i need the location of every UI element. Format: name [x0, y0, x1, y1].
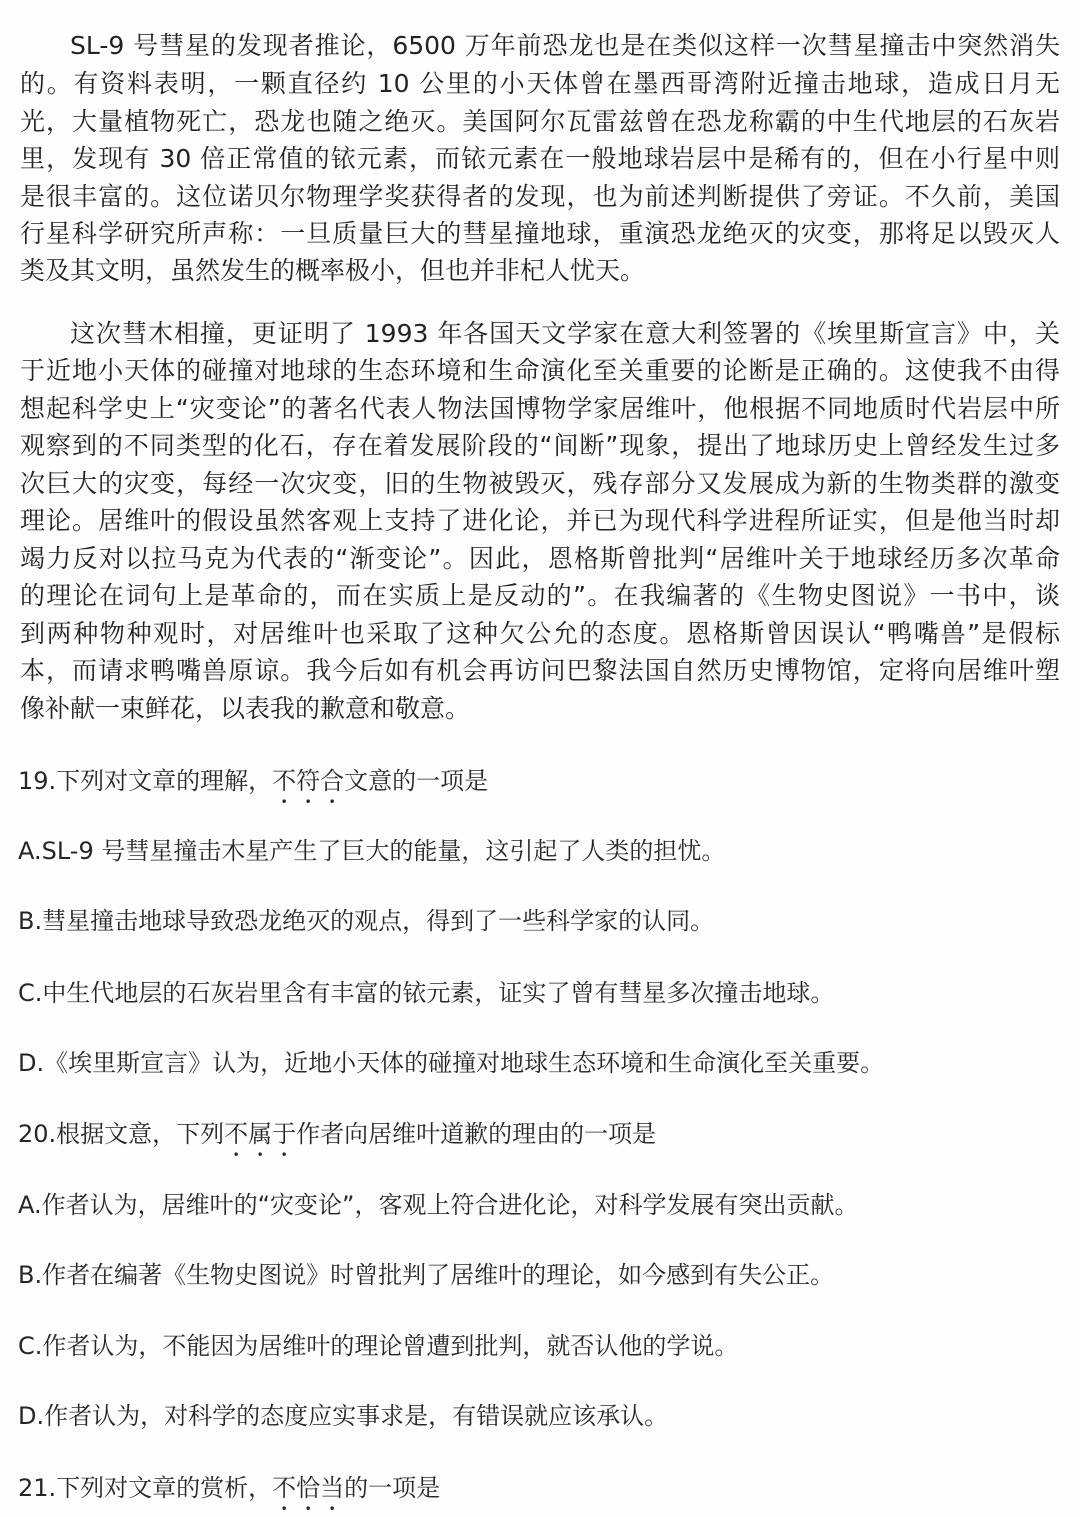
answer-option: A.SL-9 号彗星撞击木星产生了巨大的能量，这引起了人类的担忧。: [18, 837, 726, 865]
paragraph-2-line: 理论。居维叶的假设虽然客观上支持了进化论，并已为现代科学进程所证实，但是他当时却: [20, 506, 1060, 535]
answer-option: B.彗星撞击地球导致恐龙绝灭的观点，得到了一些科学家的认同。: [18, 907, 715, 935]
paragraph-2-line: 想起科学史上“灾变论”的著名代表人物法国博物学家居维叶，他根据不同地质时代岩层中所: [20, 394, 1060, 423]
paragraph-2-line: 观察到的不同类型的化石，存在着发展阶段的“间断”现象，提出了地球历史上曾经发生过多: [20, 431, 1060, 460]
paragraph-2-line: 到两种物种观时，对居维叶也采取了这种欠公允的态度。恩格斯曾因误认“鸭嘴兽”是假标: [20, 619, 1060, 648]
paragraph-2-line: 次巨大的灾变，每经一次灾变，旧的生物被毁灭，残存部分又发展成为新的生物类群的激变: [20, 469, 1060, 498]
question-stem: [18, 1473, 440, 1516]
paragraph-2-line: 竭力反对以拉马克为代表的“渐变论”。因此，恩格斯曾批判“居维叶关于地球经历多次革命: [20, 544, 1060, 573]
answer-option: D.作者认为，对科学的态度应实事求是，有错误就应该承认。: [18, 1402, 669, 1430]
question-stem: [18, 1119, 656, 1162]
emphasized-keyword: 不恰当: [272, 1474, 345, 1502]
question-text: 19.下列对文章的理解，: [18, 767, 273, 795]
paragraph-1-line: 的。有资料表明，一颗直径约 10 公里的小天体曾在墨西哥湾附近撞击地球，造成日月无: [20, 69, 1060, 98]
emphasized-keyword: 不符合: [272, 767, 345, 795]
answer-option: A.作者认为，居维叶的“灾变论”，客观上符合进化论，对科学发展有突出贡献。: [18, 1191, 859, 1219]
answer-option: B.作者在编著《生物史图说》时曾批判了居维叶的理论，如今感到有失公正。: [18, 1261, 835, 1289]
paragraph-1-line: SL-9 号彗星的发现者推论，6500 万年前恐龙也是在类似这样一次彗星撞击中突然消失: [70, 31, 1060, 60]
paragraph-1-line: 行星科学研究所声称：一旦质量巨大的彗星撞地球，重演恐龙绝灭的灾变，那将足以毁灭人: [20, 219, 1060, 248]
emphasized-keyword: 不属于: [224, 1120, 297, 1148]
question-text: 20.根据文意，下列: [18, 1120, 225, 1148]
paragraph-2-line: 这次彗木相撞，更证明了 1993 年各国天文学家在意大利签署的《埃里斯宣言》中，关: [70, 319, 1060, 348]
answer-option: C.作者认为，不能因为居维叶的理论曾遭到批判，就否认他的学说。: [18, 1332, 739, 1360]
paragraph-2-line: 像补献一束鲜花，以表我的歉意和敬意。: [20, 694, 471, 723]
answer-option: D.《埃里斯宣言》认为，近地小天体的碰撞对地球生态环境和生命演化至关重要。: [18, 1049, 885, 1077]
question-text: 文意的一项是: [344, 767, 489, 795]
question-text: 21.下列对文章的赏析，: [18, 1474, 273, 1502]
paragraph-2-line: 本，而请求鸭嘴兽原谅。我今后如有机会再访问巴黎法国自然历史博物馆，定将向居维叶塑: [20, 656, 1060, 685]
paragraph-1-line: 里，发现有 30 倍正常值的铱元素，而铱元素在一般地球岩层中是稀有的，但在小行星中则: [20, 144, 1060, 173]
paragraph-1-line: 光，大量植物死亡，恐龙也随之绝灭。美国阿尔瓦雷兹曾在恐龙称霸的中生代地层的石灰岩: [20, 107, 1060, 136]
question-text: 作者向居维叶道歉的理由的一项是: [296, 1120, 657, 1148]
paragraph-1-line: 是很丰富的。这位诺贝尔物理学奖获得者的发现，也为前述判断提供了旁证。不久前，美国: [20, 182, 1060, 211]
paragraph-2-line: 于近地小天体的碰撞对地球的生态环境和生命演化至关重要的论断是正确的。这使我不由得: [20, 356, 1060, 385]
question-stem: [18, 766, 488, 809]
paragraph-2-line: 的理论在词句上是革命的，而在实质上是反动的”。在我编著的《生物史图说》一书中，谈: [20, 581, 1060, 610]
paragraph-1-line: 类及其文明，虽然发生的概率极小，但也并非杞人忧天。: [20, 256, 646, 285]
question-text: 的一项是: [344, 1474, 441, 1502]
answer-option: C.中生代地层的石灰岩里含有丰富的铱元素，证实了曾有彗星多次撞击地球。: [18, 979, 835, 1007]
